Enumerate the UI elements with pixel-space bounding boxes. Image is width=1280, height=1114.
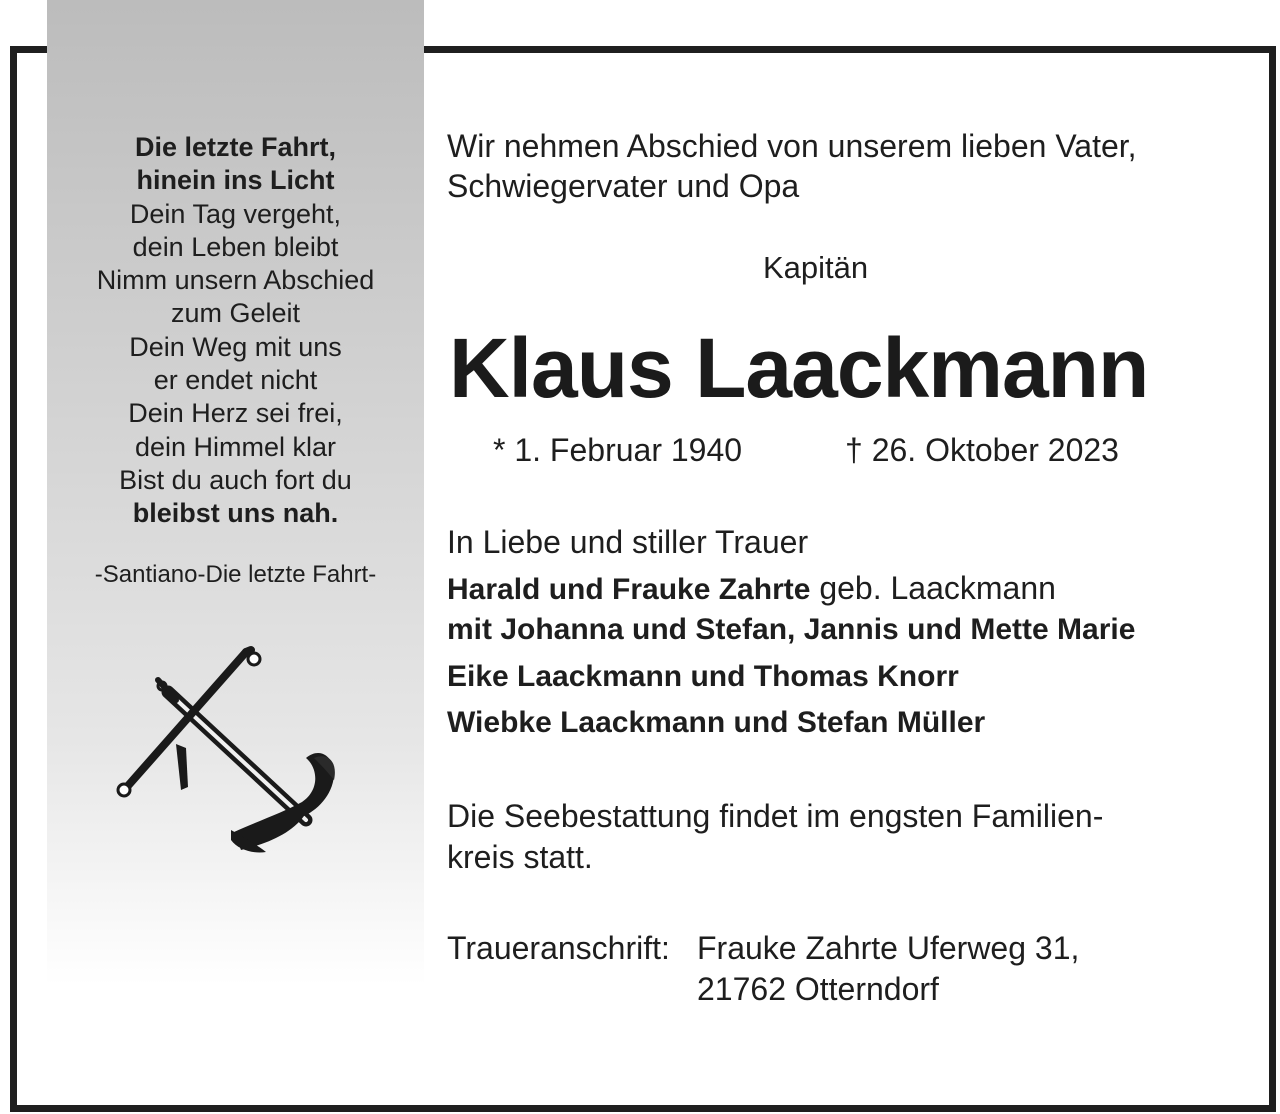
death-date: † 26. Oktober 2023	[845, 432, 1119, 468]
family-line-2: mit Johanna und Stefan, Jannis und Mette Marie	[447, 613, 1136, 646]
address-line-2: 21762 Otterndorf	[697, 971, 939, 1007]
poem-line: Dein Tag vergeht,	[129, 198, 342, 229]
intro-line-2: Schwiegervater und Opa	[447, 168, 800, 204]
family-line-1	[447, 568, 1056, 610]
poem	[47, 131, 424, 531]
poem-line: bleibst uns nah.	[132, 498, 339, 529]
poem-line: Bist du auch fort du	[119, 464, 352, 495]
family-names-1: Harald und Frauke Zahrte	[447, 573, 811, 606]
anchor-icon	[106, 640, 346, 870]
poem-source: -Santiano-Die letzte Fahrt-	[94, 561, 377, 588]
mourning-line: In Liebe und stiller Trauer	[447, 524, 809, 560]
poem-line: dein Himmel klar	[134, 431, 337, 462]
deceased-name: Klaus Laackmann	[449, 321, 1149, 415]
family-line-3: Eike Laackmann und Thomas Knorr	[447, 660, 959, 693]
address-label: Traueranschrift:	[447, 930, 670, 966]
intro-line-1: Wir nehmen Abschied von unserem lieben Vater,	[447, 128, 1137, 164]
poem-line: Die letzte Fahrt,	[134, 132, 337, 162]
poem-line: zum Geleit	[170, 298, 301, 329]
poem-line: er endet nicht	[153, 365, 318, 396]
deceased-title: Kapitän	[763, 250, 869, 285]
poem-line: dein Leben bleibt	[132, 231, 339, 262]
poem-line: Nimm unsern Abschied	[96, 265, 375, 296]
poem-line: Dein Herz sei frei,	[128, 398, 343, 429]
poem-line: Dein Weg mit uns	[129, 331, 342, 362]
poem-line: hinein ins Licht	[136, 165, 335, 196]
family-maiden-name: geb. Laackmann	[810, 570, 1056, 606]
family-line-4: Wiebke Laackmann und Stefan Müller	[447, 706, 986, 739]
burial-line-1: Die Seebestattung findet im engsten Familien-	[447, 798, 1104, 834]
birth-date: * 1. Februar 1940	[493, 432, 743, 468]
address-line-1: Frauke Zahrte Uferweg 31,	[697, 930, 1080, 966]
burial-line-2: kreis statt.	[447, 839, 593, 875]
intro-text	[447, 126, 1227, 206]
burial-note	[447, 796, 1227, 878]
